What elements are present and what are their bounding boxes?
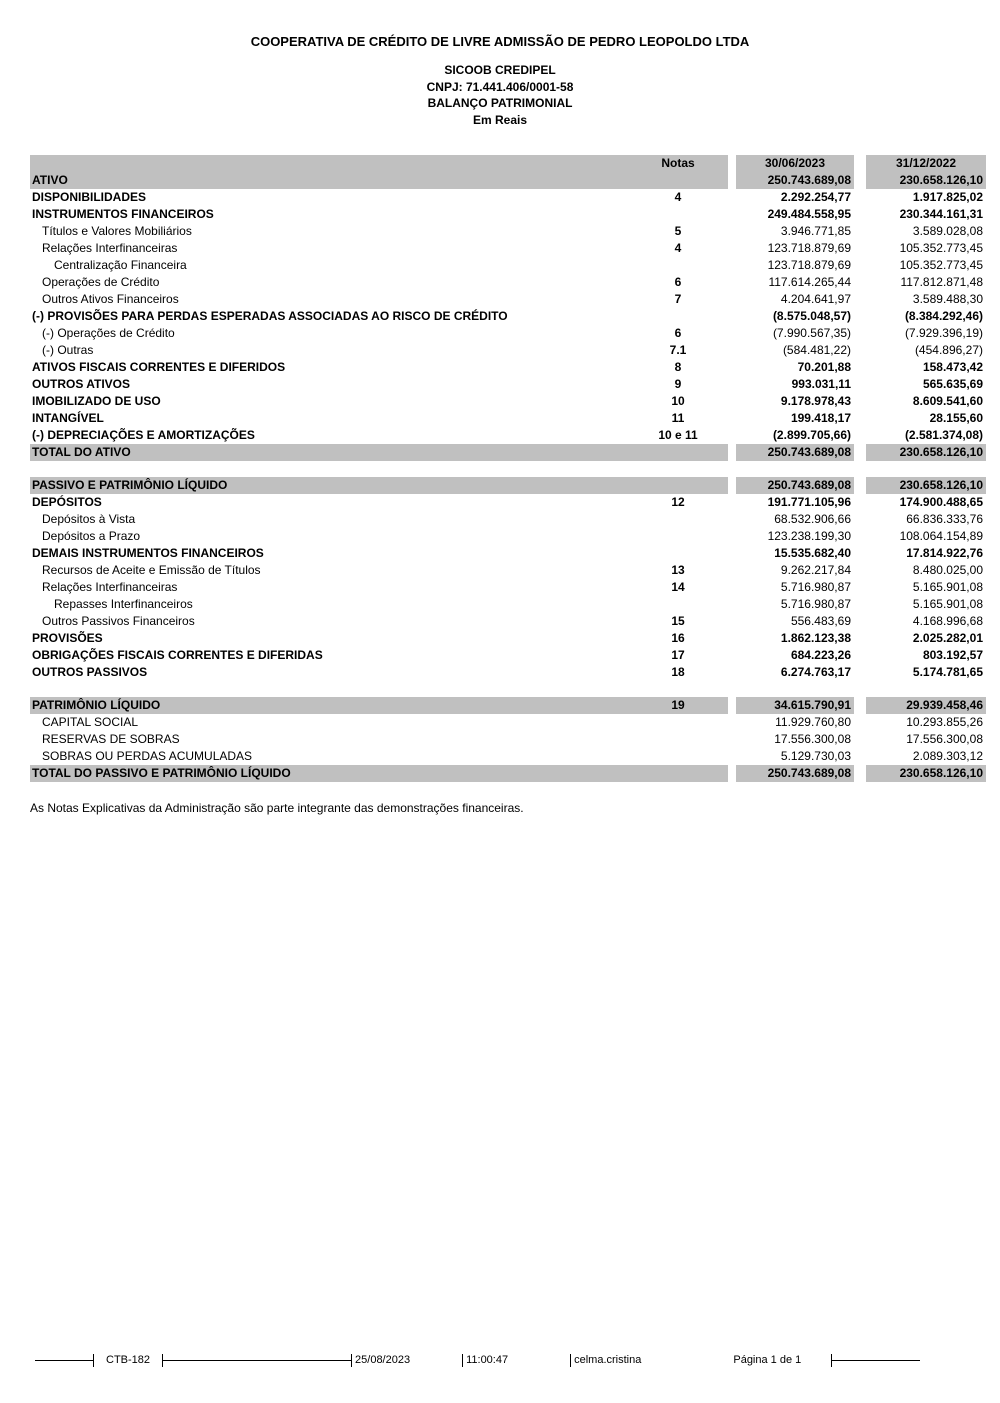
row-notas: 5 [674, 224, 682, 238]
row-notas [628, 257, 728, 274]
row-value-2022: 17.814.922,76 [906, 546, 983, 560]
row-notas: 17 [671, 648, 685, 662]
row-value-2022: 174.900.488,65 [899, 495, 983, 509]
column-gap [728, 427, 736, 444]
table-row [30, 545, 986, 562]
row-spacer [30, 681, 986, 697]
table-row [30, 223, 986, 240]
column-gap [854, 257, 866, 274]
row-value-2023: 123.718.879,69 [767, 258, 851, 272]
row-label: ATIVO [30, 172, 628, 189]
row-label: Recursos de Aceite e Emissão de Títulos [42, 563, 261, 577]
footer-time: 11:00:47 [466, 1354, 509, 1366]
row-label: Centralização Financeira [54, 258, 187, 272]
column-gap [854, 731, 866, 748]
row-label: Outros Ativos Financeiros [42, 292, 179, 306]
column-gap [728, 511, 736, 528]
row-value-2023: (8.575.048,57) [772, 309, 851, 323]
column-gap [728, 172, 736, 189]
row-value-2023: 5.716.980,87 [780, 580, 851, 594]
column-gap [854, 393, 866, 410]
column-gap [728, 240, 736, 257]
column-gap [854, 647, 866, 664]
footer-rule-left [35, 1360, 93, 1361]
report-title: BALANÇO PATRIMONIAL [427, 96, 573, 110]
row-label: INTANGÍVEL [32, 411, 104, 425]
column-gap [854, 342, 866, 359]
col-header-blank [30, 155, 628, 172]
row-value-2022: 1.917.825,02 [912, 190, 983, 204]
row-notas: 6 [674, 275, 682, 289]
row-value-2023: 117.614.265,44 [768, 275, 851, 289]
row-value-2023: 3.946.771,85 [780, 224, 851, 238]
col-header-notas: Notas [628, 155, 728, 172]
row-notas [628, 596, 728, 613]
column-gap [728, 714, 736, 731]
row-value-2022: 230.658.126,10 [866, 477, 986, 494]
column-gap [728, 325, 736, 342]
row-notas: 7.1 [669, 343, 687, 357]
row-value-2022: 2.089.303,12 [912, 749, 983, 763]
row-value-2023: 5.129.730,03 [780, 749, 851, 763]
column-gap [728, 579, 736, 596]
footer-rule-mid [163, 1360, 351, 1361]
column-gap [854, 579, 866, 596]
column-gap [854, 511, 866, 528]
row-label: OBRIGAÇÕES FISCAIS CORRENTES E DIFERIDAS [32, 648, 323, 662]
column-gap [854, 427, 866, 444]
table-row [30, 579, 986, 596]
row-value-2023: 11.929.760,80 [775, 715, 851, 729]
row-notas: 8 [674, 360, 682, 374]
row-label: Títulos e Valores Mobiliários [42, 224, 192, 238]
balance-table-body [30, 172, 986, 782]
table-row [30, 494, 986, 511]
row-notas [628, 206, 728, 223]
table-row [30, 308, 986, 325]
row-label: TOTAL DO PASSIVO E PATRIMÔNIO LÍQUIDO [30, 765, 628, 782]
row-value-2023: 70.201,88 [797, 360, 851, 374]
row-label: (-) PROVISÕES PARA PERDAS ESPERADAS ASSOCIADAS AO RISCO DE CRÉDITO [32, 309, 508, 323]
row-label: INSTRUMENTOS FINANCEIROS [32, 207, 214, 221]
row-value-2022: 105.352.773,45 [899, 241, 983, 255]
footer-date: 25/08/2023 [355, 1354, 411, 1366]
column-gap [728, 748, 736, 765]
row-value-2022: 2.025.282,01 [912, 631, 983, 645]
document-header [0, 0, 1000, 128]
table-row [30, 257, 986, 274]
column-gap [728, 697, 736, 714]
column-gap [854, 410, 866, 427]
row-label: Operações de Crédito [42, 275, 160, 289]
row-notas: 12 [671, 495, 685, 509]
column-gap [854, 630, 866, 647]
row-notas: 18 [671, 665, 685, 679]
column-gap [728, 223, 736, 240]
column-gap [728, 274, 736, 291]
footer-page-number: Página 1 de 1 [733, 1354, 802, 1366]
row-value-2022: 17.556.300,08 [906, 732, 983, 746]
row-value-2022: 8.609.541,60 [912, 394, 983, 408]
column-gap [854, 494, 866, 511]
row-value-2022: 28.155,60 [929, 411, 983, 425]
row-value-2023: 993.031,11 [791, 377, 851, 391]
table-row [30, 427, 986, 444]
row-value-2022: 66.836.333,76 [906, 512, 983, 526]
row-notas: 16 [671, 631, 685, 645]
column-gap [728, 444, 736, 461]
table-header-row [30, 155, 986, 172]
column-gap [728, 731, 736, 748]
footnote: As Notas Explicativas da Administração são parte integrante das demonstrações financeiras. [30, 801, 524, 815]
row-label: IMOBILIZADO DE USO [32, 394, 161, 408]
row-value-2022: 158.473,42 [922, 360, 983, 374]
org-trade-name: SICOOB CREDIPEL [444, 63, 556, 77]
column-gap [854, 765, 866, 782]
row-value-2022: 105.352.773,45 [899, 258, 983, 272]
row-value-2022: (454.896,27) [914, 343, 983, 357]
row-value-2023: 5.716.980,87 [780, 597, 851, 611]
row-notas: 13 [671, 563, 685, 577]
table-row [30, 562, 986, 579]
table-row [30, 274, 986, 291]
row-value-2023: 2.292.254,77 [780, 190, 851, 204]
table-row [30, 664, 986, 681]
column-gap [854, 274, 866, 291]
column-gap [854, 714, 866, 731]
row-value-2022: 5.165.901,08 [912, 580, 983, 594]
row-value-2023: 4.204.641,97 [780, 292, 851, 306]
column-gap [728, 765, 736, 782]
row-value-2023: 684.223,26 [790, 648, 851, 662]
row-value-2023: 249.484.558,95 [767, 207, 851, 221]
row-value-2022: 5.174.781,65 [912, 665, 983, 679]
row-value-2023: (584.481,22) [782, 343, 851, 357]
row-notas: 10 e 11 [658, 428, 698, 442]
table-row [30, 393, 986, 410]
row-value-2023: 15.535.682,40 [774, 546, 851, 560]
row-label: (-) Operações de Crédito [42, 326, 175, 340]
row-value-2022: 3.589.488,30 [912, 292, 983, 306]
balance-table [30, 155, 986, 782]
row-value-2022: 4.168.996,68 [912, 614, 983, 628]
row-value-2022: 108.064.154,89 [899, 529, 983, 543]
row-label: Relações Interfinanceiras [42, 241, 178, 255]
column-gap [854, 477, 866, 494]
column-gap [728, 189, 736, 206]
row-value-2023: 191.771.105,96 [767, 495, 851, 509]
row-notas: 19 [628, 697, 728, 714]
table-row [30, 596, 986, 613]
row-value-2023: 250.743.689,08 [736, 765, 854, 782]
column-gap [854, 223, 866, 240]
column-gap [728, 376, 736, 393]
column-gap [854, 748, 866, 765]
row-notas: 4 [674, 190, 682, 204]
row-notas [628, 511, 728, 528]
currency-note: Em Reais [472, 112, 528, 127]
row-label: Relações Interfinanceiras [42, 580, 178, 594]
row-label: DISPONIBILIDADES [32, 190, 147, 204]
table-row [30, 325, 986, 342]
row-value-2023: 6.274.763,17 [780, 665, 851, 679]
row-notas: 9 [674, 377, 682, 391]
row-notas [628, 172, 728, 189]
row-notas: 4 [674, 241, 682, 255]
row-value-2022: 565.635,69 [922, 377, 983, 391]
column-gap [728, 359, 736, 376]
column-gap [728, 562, 736, 579]
row-value-2022: 5.165.901,08 [912, 597, 983, 611]
row-value-2023: 34.615.790,91 [736, 697, 854, 714]
table-row [30, 765, 986, 782]
row-notas: 11 [671, 411, 685, 425]
row-label: ATIVOS FISCAIS CORRENTES E DIFERIDOS [32, 360, 286, 374]
row-value-2022: (7.929.396,19) [904, 326, 983, 340]
row-label: SOBRAS OU PERDAS ACUMULADAS [42, 749, 253, 763]
row-value-2022: 10.293.855,26 [906, 715, 983, 729]
table-row [30, 731, 986, 748]
row-label: (-) DEPRECIAÇÕES E AMORTIZAÇÕES [32, 428, 255, 442]
row-notas [628, 444, 728, 461]
row-value-2022: (8.384.292,46) [904, 309, 983, 323]
column-gap [728, 613, 736, 630]
row-value-2022: 803.192,57 [922, 648, 983, 662]
row-value-2022: 3.589.028,08 [912, 224, 983, 238]
table-row [30, 172, 986, 189]
row-label: PROVISÕES [32, 631, 103, 645]
column-gap [728, 630, 736, 647]
row-value-2023: 123.238.199,30 [767, 529, 851, 543]
row-value-2023: 250.743.689,08 [736, 477, 854, 494]
row-value-2023: (7.990.567,35) [772, 326, 851, 340]
table-row [30, 376, 986, 393]
row-value-2023: 250.743.689,08 [736, 444, 854, 461]
row-value-2022: 8.480.025,00 [912, 563, 983, 577]
cnpj: CNPJ: 71.441.406/0001-58 [426, 79, 574, 94]
column-gap [854, 189, 866, 206]
row-label: OUTROS ATIVOS [32, 377, 131, 391]
row-value-2022: 230.658.126,10 [866, 172, 986, 189]
table-row [30, 714, 986, 731]
row-label: Outros Passivos Financeiros [42, 614, 195, 628]
row-notas [628, 528, 728, 545]
table-row [30, 240, 986, 257]
column-gap [728, 342, 736, 359]
table-row [30, 444, 986, 461]
org-name: COOPERATIVA DE CRÉDITO DE LIVRE ADMISSÃO DE PEDRO LEOPOLDO LTDA [250, 34, 750, 49]
row-label: TOTAL DO ATIVO [30, 444, 628, 461]
column-gap [728, 545, 736, 562]
row-notas: 7 [674, 292, 682, 306]
row-value-2023: (2.899.705,66) [772, 428, 851, 442]
row-value-2022: 230.658.126,10 [866, 765, 986, 782]
row-value-2023: 123.718.879,69 [767, 241, 851, 255]
column-gap [728, 291, 736, 308]
row-value-2023: 9.178.978,43 [780, 394, 851, 408]
column-gap [728, 494, 736, 511]
col-header-period-2: 31/12/2022 [866, 155, 986, 172]
column-gap [728, 257, 736, 274]
column-gap [728, 393, 736, 410]
row-notas: 6 [674, 326, 682, 340]
row-label: CAPITAL SOCIAL [42, 715, 139, 729]
row-value-2022: 230.658.126,10 [866, 444, 986, 461]
column-gap [854, 528, 866, 545]
row-label: RESERVAS DE SOBRAS [42, 732, 180, 746]
table-row [30, 342, 986, 359]
table-row [30, 291, 986, 308]
table-row [30, 748, 986, 765]
table-row [30, 477, 986, 494]
row-label: (-) Outras [42, 343, 94, 357]
column-gap [728, 647, 736, 664]
row-notas [628, 731, 728, 748]
column-gap [854, 291, 866, 308]
row-label: PATRIMÔNIO LÍQUIDO [30, 697, 628, 714]
column-gap [854, 545, 866, 562]
table-row [30, 410, 986, 427]
column-gap [728, 596, 736, 613]
table-row [30, 697, 986, 714]
column-gap [728, 410, 736, 427]
column-gap [854, 444, 866, 461]
table-row [30, 613, 986, 630]
table-row [30, 359, 986, 376]
row-notas [628, 308, 728, 325]
table-row [30, 630, 986, 647]
footer-report-code: CTB-182 [106, 1354, 151, 1366]
column-gap [854, 664, 866, 681]
column-gap [854, 240, 866, 257]
row-value-2022: 230.344.161,31 [899, 207, 983, 221]
row-value-2023: 17.556.300,08 [774, 732, 851, 746]
column-gap [854, 206, 866, 223]
row-value-2023: 9.262.217,84 [780, 563, 851, 577]
footer-user: celma.cristina [574, 1354, 642, 1366]
column-gap [728, 477, 736, 494]
column-gap [728, 206, 736, 223]
row-value-2023: 199.418,17 [790, 411, 851, 425]
table-row [30, 647, 986, 664]
row-label: DEPÓSITOS [32, 495, 102, 509]
row-notas: 15 [671, 614, 685, 628]
row-value-2023: 556.483,69 [790, 614, 851, 628]
row-value-2023: 1.862.123,38 [780, 631, 851, 645]
row-label: Repasses Interfinanceiros [54, 597, 193, 611]
table-row [30, 206, 986, 223]
row-notas: 10 [671, 394, 685, 408]
page-footer [35, 1352, 965, 1368]
row-label: PASSIVO E PATRIMÔNIO LÍQUIDO [30, 477, 628, 494]
row-notas [628, 477, 728, 494]
table-row [30, 189, 986, 206]
col-header-period-1: 30/06/2023 [736, 155, 854, 172]
column-gap [854, 562, 866, 579]
row-value-2022: (2.581.374,08) [904, 428, 983, 442]
column-gap [728, 664, 736, 681]
row-value-2023: 68.532.906,66 [774, 512, 851, 526]
column-gap [854, 613, 866, 630]
row-spacer [30, 461, 986, 477]
column-gap [854, 596, 866, 613]
table-row [30, 528, 986, 545]
row-notas [628, 765, 728, 782]
column-gap [854, 155, 866, 172]
column-gap [728, 528, 736, 545]
column-gap [854, 359, 866, 376]
column-gap [854, 172, 866, 189]
row-label: OUTROS PASSIVOS [32, 665, 148, 679]
footer-rule-right [832, 1360, 920, 1361]
row-notas [628, 545, 728, 562]
row-label: DEMAIS INSTRUMENTOS FINANCEIROS [32, 546, 264, 560]
row-label: Depósitos a Prazo [42, 529, 141, 543]
column-gap [728, 155, 736, 172]
row-notas [628, 714, 728, 731]
table-row [30, 511, 986, 528]
column-gap [728, 308, 736, 325]
column-gap [854, 697, 866, 714]
row-value-2023: 250.743.689,08 [736, 172, 854, 189]
row-notas: 14 [671, 580, 685, 594]
row-notas [628, 748, 728, 765]
row-value-2022: 29.939.458,46 [866, 697, 986, 714]
column-gap [854, 376, 866, 393]
column-gap [854, 325, 866, 342]
row-value-2022: 117.812.871,48 [900, 275, 983, 289]
row-label: Depósitos à Vista [42, 512, 136, 526]
column-gap [854, 308, 866, 325]
